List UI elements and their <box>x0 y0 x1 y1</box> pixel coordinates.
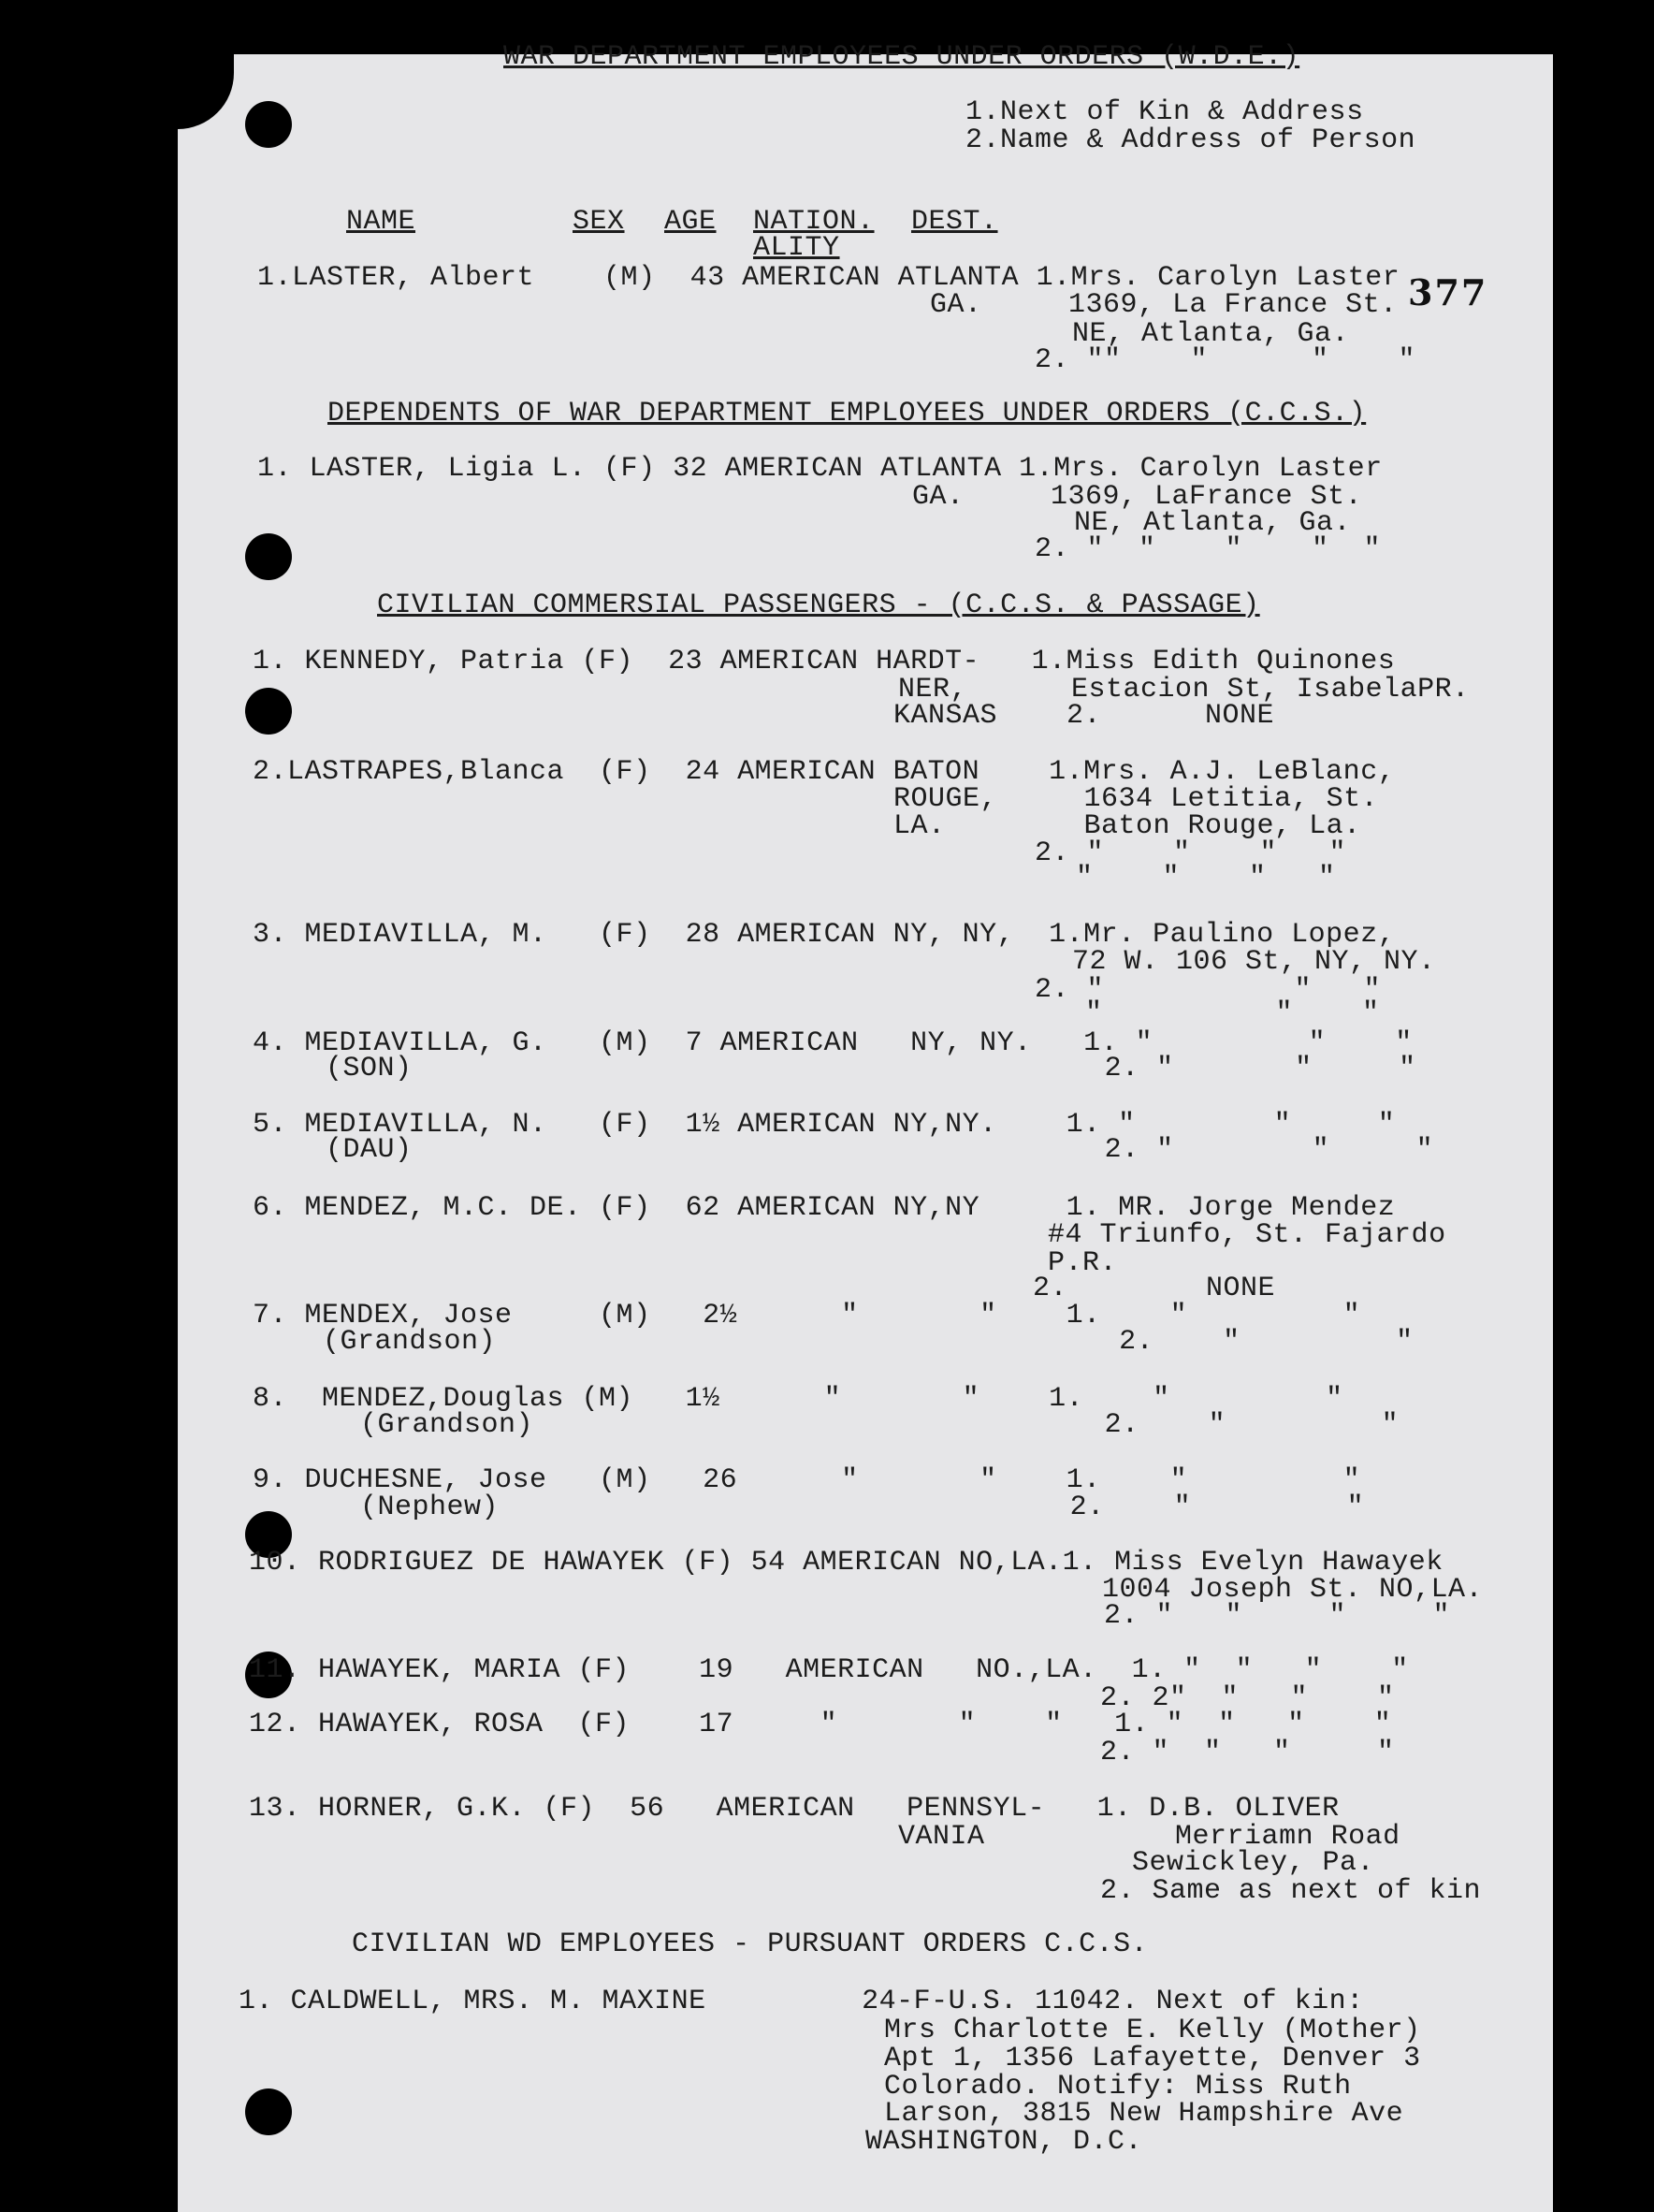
list-item-line: 2. NONE <box>1033 1273 1276 1304</box>
list-item-line: Apt 1, 1356 Lafayette, Denver 3 <box>884 2043 1421 2074</box>
list-item-line: 2. " " " " <box>1100 1737 1395 1768</box>
list-item: 9. DUCHESNE, Jose (M) 26 " " 1. " " <box>253 1464 1361 1496</box>
list-item: 5. MEDIAVILLA, N. (F) 1½ AMERICAN NY,NY. 1. " " " <box>253 1109 1396 1141</box>
document-title: WAR DEPARTMENT EMPLOYEES UNDER ORDERS (W.D.E.) <box>503 41 1300 73</box>
list-item-line: (Nephew) 2. " " <box>360 1492 1365 1523</box>
list-item-line: LA. Baton Rouge, La. <box>893 810 1361 842</box>
list-item: 1.LASTER, Albert (M) 43 AMERICAN ATLANTA 1.Mrs. Carolyn Laster <box>257 262 1400 294</box>
punch-hole-6 <box>245 2088 292 2135</box>
list-item-line: (Grandson) 2. " " <box>360 1409 1400 1441</box>
punch-hole-2 <box>245 533 292 580</box>
list-item-line: Colorado. Notify: Miss Ruth <box>884 2071 1352 2103</box>
column-header-nationality-2: ALITY <box>753 232 840 264</box>
section-heading-passengers: CIVILIAN COMMERSIAL PASSENGERS - (C.C.S. & PASSAGE) <box>377 589 1260 621</box>
list-item-line: ROUGE, 1634 Letitia, St. <box>893 783 1379 815</box>
list-item-line: 2. Same as next of kin <box>1100 1875 1482 1907</box>
list-item-line: GA. 1369, La France St. <box>930 289 1398 321</box>
list-item-line: " " " <box>1085 997 1380 1029</box>
list-item-line: 2. " " " " <box>1035 837 1347 869</box>
list-item-line: (DAU) 2. " " " <box>326 1134 1434 1166</box>
list-item-line: 2. " " " <box>1035 974 1382 1006</box>
section-heading-civilian-wd: CIVILIAN WD EMPLOYEES - PURSUANT ORDERS C.C.S. <box>352 1928 1149 1960</box>
list-item-line: GA. 1369, LaFrance St. <box>912 481 1363 513</box>
list-item: 12. HAWAYEK, ROSA (F) 17 " " " 1. " " " " <box>249 1709 1392 1740</box>
list-item-line: (Grandson) 2. " " <box>323 1326 1414 1358</box>
list-item-line: 2. " " " " <box>1104 1600 1451 1632</box>
list-item: 11. HAWAYEK, MARIA (F) 19 AMERICAN NO.,LA. 1. " " " " <box>249 1654 1409 1686</box>
section-heading-dependents: DEPENDENTS OF WAR DEPARTMENT EMPLOYEES UNDER ORDERS (C.C.S.) <box>327 398 1367 429</box>
list-item: 2.LASTRAPES,Blanca (F) 24 AMERICAN BATON 1.Mrs. A.J. LeBlanc, <box>253 756 1396 788</box>
list-item-line: " " " " <box>1076 862 1336 894</box>
column-header-destination: DEST. <box>911 206 998 238</box>
list-item-line: 1004 Joseph St. NO,LA. <box>1102 1574 1484 1606</box>
list-item: 13. HORNER, G.K. (F) 56 AMERICAN PENNSYL- 1. D.B. OLIVER <box>249 1793 1340 1825</box>
list-item-line: KANSAS 2. NONE <box>893 700 1275 732</box>
punch-hole-1 <box>245 101 292 148</box>
punch-hole-3 <box>245 688 292 735</box>
list-item: 6. MENDEZ, M.C. DE. (F) 62 AMERICAN NY,NY 1. MR. Jorge Mendez <box>253 1192 1396 1224</box>
list-item-line: 2. "" " " " <box>1035 344 1416 376</box>
list-item: 8. MENDEZ,Douglas (M) 1½ " " 1. " " <box>253 1383 1343 1415</box>
column-header-age: AGE <box>664 206 717 238</box>
note-next-of-kin: 1.Next of Kin & Address <box>965 96 1364 128</box>
page-number: 377 <box>1408 271 1488 313</box>
list-item-line: #4 Triunfo, St. Fajardo <box>1048 1219 1446 1251</box>
list-item: 4. MEDIAVILLA, G. (M) 7 AMERICAN NY, NY. 1. " " " <box>253 1027 1413 1059</box>
list-item-line: NE, Atlanta, Ga. <box>1074 507 1352 539</box>
column-header-nationality: NATION. <box>753 206 875 238</box>
list-item: 3. MEDIAVILLA, M. (F) 28 AMERICAN NY, NY, 1.Mr. Paulino Lopez, <box>253 919 1396 951</box>
list-item-line: WASHINGTON, D.C. <box>865 2126 1143 2158</box>
list-item-line: P.R. <box>1048 1247 1118 1279</box>
list-item-line: (SON) 2. " " " <box>326 1053 1416 1084</box>
list-item-line: VANIA Merriamn Road <box>898 1821 1400 1853</box>
list-item-line: Mrs Charlotte E. Kelly (Mother) <box>884 2015 1421 2046</box>
list-item-line: Larson, 3815 New Hampshire Ave <box>884 2098 1404 2130</box>
list-item: 1. KENNEDY, Patria (F) 23 AMERICAN HARDT- 1.Miss Edith Quinones <box>253 646 1396 677</box>
column-header-sex: SEX <box>573 206 625 238</box>
list-item: 1. LASTER, Ligia L. (F) 32 AMERICAN ATLANTA 1.Mrs. Carolyn Laster <box>257 453 1383 485</box>
list-item-line: 2. 2" " " " <box>1100 1682 1395 1714</box>
list-item: 1. CALDWELL, MRS. M. MAXINE 24-F-U.S. 11042. Next of kin: <box>239 1986 1364 2017</box>
list-item-line: NE, Atlanta, Ga. <box>1072 318 1350 350</box>
list-item-line: 2. " " " " " <box>1035 533 1382 565</box>
list-item-line: 72 W. 106 St, NY, NY. <box>1072 946 1436 978</box>
column-header-name: NAME <box>346 206 416 238</box>
note-name-address: 2.Name & Address of Person <box>965 124 1416 156</box>
list-item-line: Sewickley, Pa. <box>1132 1847 1375 1879</box>
list-item: 10. RODRIGUEZ DE HAWAYEK (F) 54 AMERICAN NO,LA.1. Miss Evelyn Hawayek <box>249 1547 1444 1579</box>
list-item: 7. MENDEX, Jose (M) 2½ " " 1. " " <box>253 1300 1361 1332</box>
list-item-line: NER, Estacion St, IsabelaPR. <box>898 674 1470 706</box>
